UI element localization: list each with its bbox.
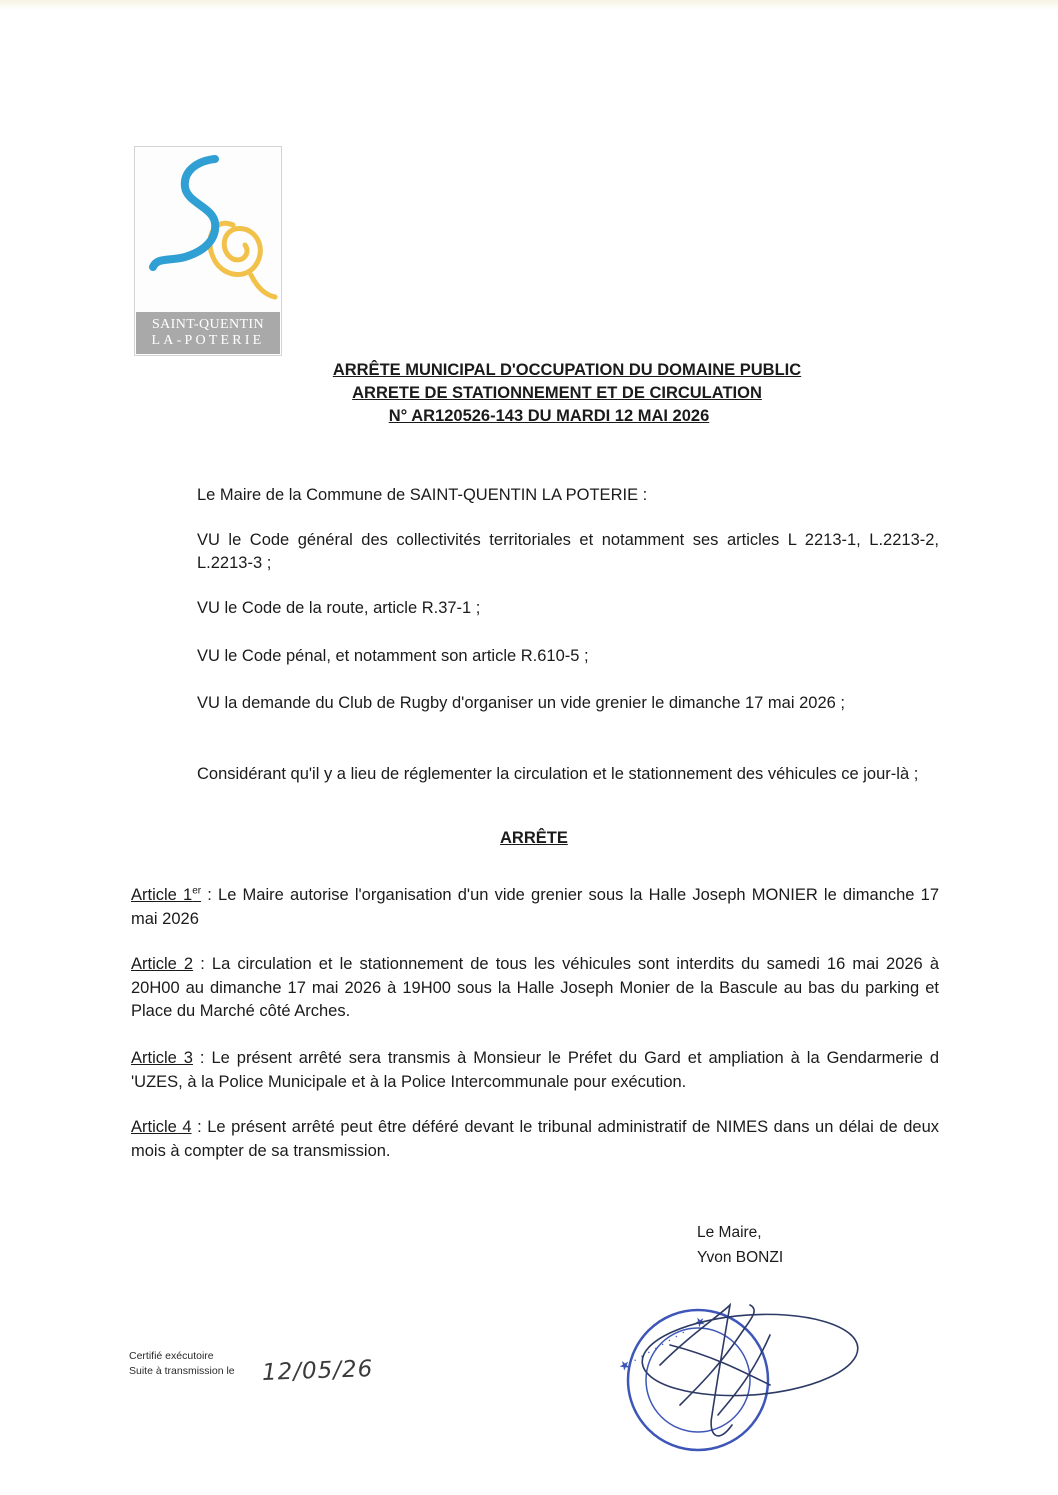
article-4-text: : Le présent arrêté peut être déféré devant le tribunal administratif de NIMES dans un délai de deux mois à compter de sa transmission. [131, 1118, 939, 1160]
intro-paragraph: Le Maire de la Commune de SAINT-QUENTIN LA POTERIE : [197, 486, 648, 504]
article-3-label: Article 3 [131, 1049, 193, 1067]
logo-line-2: LA-POTERIE [151, 333, 265, 348]
article-2 [131, 953, 939, 1024]
article-2-text: : La circulation et le stationnement de tous les véhicules sont interdits du samedi 16 mai 2026 à 20H00 au dimanche 17 mai 2026 à 19H00 sous la Halle Joseph Monier de la Bascule au bas du parking et Place du Marché côté Arches. [131, 955, 940, 1020]
vu-code-penal-paragraph: VU le Code pénal, et notamment son article R.610-5 ; [197, 647, 589, 665]
article-4 [131, 1116, 939, 1163]
vu-code-route-paragraph: VU le Code de la route, article R.37-1 ; [197, 599, 481, 617]
title-line-2: ARRETE DE STATIONNEMENT ET DE CIRCULATION [352, 384, 762, 402]
municipal-logo [134, 146, 282, 356]
article-1-text: : Le Maire autorise l'organisation d'un vide grenier sous la Halle Joseph MONIER le dimanche 17 mai 2026 [131, 886, 939, 928]
svg-text:★ · · · · · · · · · ★: ★ · · · · · · · · · ★ [615, 1312, 709, 1375]
article-1-label: Article 1er [131, 885, 202, 904]
logo-line-1: SAINT-QUENTIN [151, 317, 264, 332]
vu-demande-paragraph: VU la demande du Club de Rugby d'organiser un vide grenier le dimanche 17 mai 2026 ; [197, 694, 845, 712]
sq-monogram-icon [135, 147, 281, 313]
article-4-label: Article 4 [131, 1118, 192, 1136]
document-title-block [0, 359, 1058, 428]
article-2-label: Article 2 [131, 955, 194, 973]
signatory-title: Le Maire, [697, 1224, 762, 1241]
article-3-text: : Le présent arrêté sera transmis à Monsieur le Préfet du Gard et ampliation à la Gendarmerie d 'UZES, à la Police Municipale et à la Police Intercommunale pour exécution. [131, 1049, 939, 1091]
signature-block [697, 1220, 783, 1270]
certification-line-1: Certifié exécutoire [129, 1350, 214, 1362]
handwritten-transmission-date: 12/05/26 [261, 1356, 374, 1386]
title-line-1: ARRÊTE MUNICIPAL D'OCCUPATION DU DOMAINE PUBLIC [332, 361, 802, 379]
certification-block [129, 1349, 235, 1379]
vu-cgct-paragraph: VU le Code général des collectivités territoriales et notamment ses articles L 2213-1, L.2213-2, L.2213-3 ; [197, 531, 939, 572]
considerant-paragraph: Considérant qu'il y a lieu de réglementer la circulation et le stationnement des véhicules ce jour-là ; [197, 765, 919, 783]
logo-town-name [136, 312, 280, 354]
article-3 [131, 1047, 939, 1094]
signatory-name: Yvon BONZI [697, 1249, 784, 1266]
mairie-stamp-and-signature [600, 1275, 860, 1485]
scan-top-band [0, 0, 1058, 10]
article-1 [131, 884, 939, 931]
title-line-3: N° AR120526-143 DU MARDI 12 MAI 2026 [388, 407, 710, 425]
arrete-heading: ARRÊTE [500, 829, 568, 847]
certification-line-2: Suite à transmission le [129, 1365, 235, 1377]
